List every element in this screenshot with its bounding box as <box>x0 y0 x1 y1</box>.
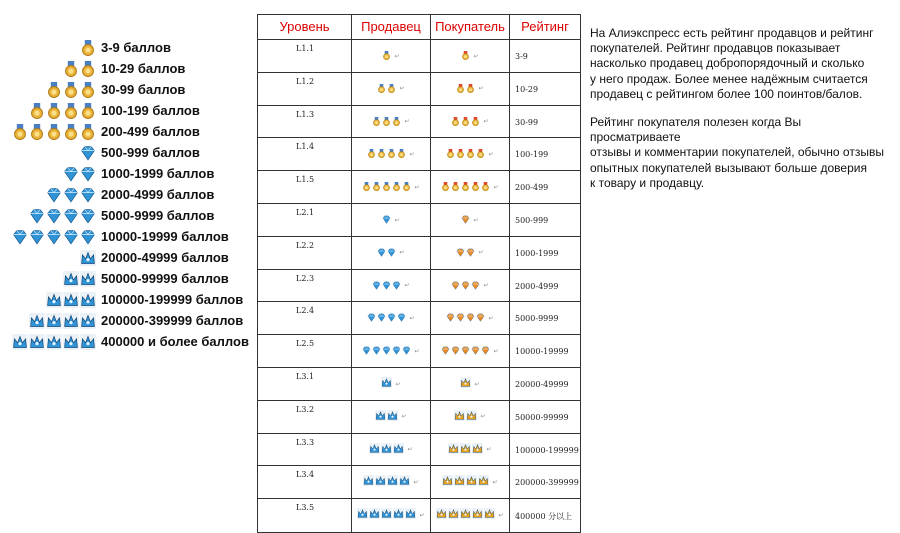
diamond-icon <box>451 342 460 360</box>
seller-icons <box>352 473 430 491</box>
legend-label: 20000-49999 баллов <box>101 250 229 265</box>
legend-row <box>0 164 258 185</box>
table-row-divider <box>258 269 580 270</box>
legend-label: 200000-399999 баллов <box>101 313 244 328</box>
crown-icon <box>63 271 79 292</box>
crown-icon <box>80 250 96 271</box>
crown-icon <box>369 441 380 459</box>
crown-icon <box>12 334 28 355</box>
table-points: 20000-49999 <box>515 380 569 389</box>
seller-icons <box>352 277 430 295</box>
return-mark-icon: ↵ <box>493 348 499 355</box>
medal-icon <box>372 113 381 131</box>
return-mark-icon: ↵ <box>394 217 400 224</box>
legend-label: 10-29 баллов <box>101 61 186 76</box>
table-level: L1.4 <box>296 142 315 152</box>
diamond-icon <box>29 229 45 250</box>
medal-icon <box>382 113 391 131</box>
description-seller: На Алиэкспресс есть рейтинг продавцов и рейтинг покупателей. Рейтинг продавцов показывает насколько продавец добропорядочный и сколько у него продаж. Более менее надёжным считается продавец с рейтингом более 100 поинтов/балов. <box>590 26 874 101</box>
diamond-icon <box>46 229 62 250</box>
table-row-divider <box>258 301 580 302</box>
table-row-divider <box>258 465 580 466</box>
diamond-icon <box>397 309 406 327</box>
return-mark-icon: ↵ <box>407 447 413 454</box>
return-mark-icon: ↵ <box>473 53 479 60</box>
return-mark-icon: ↵ <box>488 151 494 158</box>
medal-icon <box>471 178 480 196</box>
medal-icon <box>80 124 96 145</box>
crown-icon <box>375 408 386 426</box>
return-mark-icon: ↵ <box>483 283 489 290</box>
diamond-icon <box>29 208 45 229</box>
medal-icon <box>362 178 371 196</box>
legend-icons <box>46 292 96 313</box>
legend-icons <box>63 61 96 82</box>
legend-label: 100-199 баллов <box>101 103 200 118</box>
medal-icon <box>387 80 396 98</box>
crown-icon <box>460 375 471 393</box>
crown-icon <box>46 292 62 313</box>
crown-icon <box>63 334 79 355</box>
diamond-icon <box>367 309 376 327</box>
medal-icon <box>441 178 450 196</box>
return-mark-icon: ↵ <box>486 447 492 454</box>
legend-row <box>0 185 258 206</box>
table-row-divider <box>258 334 580 335</box>
seller-icons <box>352 80 430 98</box>
crown-icon <box>454 473 465 491</box>
crown-icon <box>80 334 96 355</box>
crown-icon <box>436 506 447 524</box>
table-points: 200000-399999 <box>515 478 579 488</box>
crown-icon <box>460 506 471 524</box>
crown-icon <box>472 441 483 459</box>
legend-row <box>0 206 258 227</box>
crown-icon <box>448 441 459 459</box>
medal-icon <box>456 145 465 163</box>
legend-icons <box>12 334 96 355</box>
medal-icon <box>397 145 406 163</box>
diamond-icon <box>377 309 386 327</box>
legend-label: 500-999 баллов <box>101 145 200 160</box>
legend-row <box>0 311 258 332</box>
crown-icon <box>80 271 96 292</box>
table-row-divider <box>258 498 580 499</box>
crown-icon <box>393 441 404 459</box>
return-mark-icon: ↵ <box>409 315 415 322</box>
buyer-icons <box>431 277 509 295</box>
legend-row <box>0 269 258 290</box>
medal-icon <box>80 61 96 82</box>
table-level: L2.2 <box>296 240 315 250</box>
legend-row <box>0 143 258 164</box>
medal-icon <box>461 47 470 65</box>
table-points: 10-29 <box>515 84 539 94</box>
diamond-icon <box>46 187 62 208</box>
table-level: L2.3 <box>296 273 315 283</box>
table-row-divider <box>258 39 580 40</box>
legend-icons <box>63 271 96 292</box>
table-points: 200-499 <box>515 183 549 193</box>
table-points: 100-199 <box>515 150 549 160</box>
diamond-icon <box>466 244 475 262</box>
crown-icon <box>80 292 96 313</box>
buyer-icons <box>431 342 509 360</box>
medal-icon <box>372 178 381 196</box>
return-mark-icon: ↵ <box>488 315 494 322</box>
medal-icon <box>29 124 45 145</box>
crown-icon <box>472 506 483 524</box>
header-buyer: Покупатель <box>435 19 505 34</box>
legend-icons <box>12 124 96 145</box>
medal-icon <box>12 124 28 145</box>
buyer-icons <box>431 244 509 262</box>
medal-icon <box>367 145 376 163</box>
table-row-divider <box>258 236 580 237</box>
buyer-icons <box>431 441 509 459</box>
header-rating: Рейтинг <box>521 19 569 34</box>
medal-icon <box>46 82 62 103</box>
buyer-icons <box>431 47 509 65</box>
diamond-icon <box>377 244 386 262</box>
diamond-icon <box>456 244 465 262</box>
seller-icons <box>352 506 430 524</box>
table-level: L3.5 <box>296 503 315 513</box>
medal-icon <box>446 145 455 163</box>
legend-label: 100000-199999 баллов <box>101 292 244 307</box>
medal-icon <box>377 80 386 98</box>
medal-icon <box>387 145 396 163</box>
crown-icon <box>46 313 62 334</box>
table-points: 100000-199999 <box>515 445 579 455</box>
return-mark-icon: ↵ <box>399 250 405 257</box>
crown-icon <box>63 313 79 334</box>
description <box>590 26 895 204</box>
legend-icons <box>29 103 96 124</box>
crown-icon <box>29 313 45 334</box>
diamond-icon <box>362 342 371 360</box>
crown-icon <box>399 473 410 491</box>
return-mark-icon: ↵ <box>480 414 486 421</box>
crown-icon <box>405 506 416 524</box>
legend-icons <box>80 145 96 166</box>
legend-icons <box>29 313 96 334</box>
diamond-icon <box>392 277 401 295</box>
return-mark-icon: ↵ <box>409 151 415 158</box>
diamond-icon <box>80 229 96 250</box>
crown-icon <box>448 506 459 524</box>
legend-icons <box>63 166 96 187</box>
diamond-icon <box>12 229 28 250</box>
crown-icon <box>460 441 471 459</box>
seller-icons <box>352 145 430 163</box>
diamond-icon <box>456 309 465 327</box>
legend-row <box>0 248 258 269</box>
crown-icon <box>375 473 386 491</box>
legend-row <box>0 101 258 122</box>
diamond-icon <box>372 342 381 360</box>
medal-icon <box>63 124 79 145</box>
seller-icons <box>352 408 430 426</box>
buyer-icons <box>431 113 509 131</box>
legend-label: 50000-99999 баллов <box>101 271 229 286</box>
table-points: 3-9 <box>515 52 528 61</box>
table-level: L2.1 <box>296 208 315 217</box>
return-mark-icon: ↵ <box>478 86 484 93</box>
medal-icon <box>382 47 391 65</box>
seller-icons <box>352 375 430 393</box>
buyer-icons <box>431 473 509 491</box>
diamond-icon <box>466 309 475 327</box>
legend-row <box>0 290 258 311</box>
legend-icons <box>46 82 96 103</box>
description-buyer: Рейтинг покупателя полезен когда Вы просматриваете отзывы и комментарии покупателей, обычно отзывы опытных покупателей вызывают больше доверия к товару и продавцу. <box>590 115 884 190</box>
legend-label: 200-499 баллов <box>101 124 200 139</box>
diamond-icon <box>481 342 490 360</box>
table-points: 500-999 <box>515 216 549 225</box>
return-mark-icon: ↵ <box>498 512 504 519</box>
crown-icon <box>466 408 477 426</box>
diamond-icon <box>382 342 391 360</box>
medal-icon <box>476 145 485 163</box>
table-row-divider <box>258 433 580 434</box>
diamond-icon <box>461 277 470 295</box>
table-row-divider <box>258 400 580 401</box>
diamond-icon <box>476 309 485 327</box>
legend-row <box>0 80 258 101</box>
medal-icon <box>63 82 79 103</box>
seller-icons <box>352 211 430 229</box>
diamond-icon <box>461 342 470 360</box>
medal-icon <box>63 103 79 124</box>
diamond-icon <box>451 277 460 295</box>
return-mark-icon: ↵ <box>414 348 420 355</box>
crown-icon <box>466 473 477 491</box>
diamond-icon <box>63 166 79 187</box>
diamond-icon <box>471 277 480 295</box>
diamond-icon <box>63 187 79 208</box>
crown-icon <box>387 408 398 426</box>
seller-icons <box>352 47 430 65</box>
medal-icon <box>63 61 79 82</box>
buyer-icons <box>431 375 509 393</box>
return-mark-icon: ↵ <box>404 119 410 126</box>
table-level: L1.5 <box>296 175 315 185</box>
table-level: L2.4 <box>296 306 315 316</box>
table-level: L1.2 <box>296 76 315 86</box>
table-points: 1000-1999 <box>515 248 559 258</box>
legend-row <box>0 332 258 353</box>
buyer-icons <box>431 211 509 229</box>
return-mark-icon: ↵ <box>493 184 499 191</box>
seller-icons <box>352 441 430 459</box>
seller-icons <box>352 113 430 131</box>
rating-table <box>257 14 581 533</box>
medal-icon <box>481 178 490 196</box>
legend-row <box>0 38 258 59</box>
table-points: 50000-99999 <box>515 412 569 422</box>
legend-row <box>0 227 258 248</box>
crown-icon <box>454 408 465 426</box>
crown-icon <box>381 441 392 459</box>
diamond-icon <box>387 244 396 262</box>
table-level: L3.2 <box>296 404 315 414</box>
buyer-icons <box>431 506 509 524</box>
diamond-icon <box>387 309 396 327</box>
legend-label: 30-99 баллов <box>101 82 186 97</box>
return-mark-icon: ↵ <box>478 250 484 257</box>
crown-icon <box>442 473 453 491</box>
return-mark-icon: ↵ <box>401 414 407 421</box>
table-level: L1.1 <box>296 44 315 53</box>
diamond-icon <box>63 208 79 229</box>
table-level: L3.1 <box>296 372 315 381</box>
legend-label: 5000-9999 баллов <box>101 208 215 223</box>
return-mark-icon: ↵ <box>413 479 419 486</box>
table-row-divider <box>258 137 580 138</box>
table-row-divider <box>258 105 580 106</box>
legend-label: 400000 и более баллов <box>101 334 249 349</box>
table-level: L3.3 <box>296 437 315 447</box>
medal-icon <box>382 178 391 196</box>
diamond-icon <box>441 342 450 360</box>
medal-icon <box>456 80 465 98</box>
rating-legend <box>0 38 258 353</box>
crown-icon <box>363 473 374 491</box>
table-points: 30-99 <box>515 117 539 127</box>
legend-icons <box>80 40 96 61</box>
return-mark-icon: ↵ <box>394 53 400 60</box>
seller-icons <box>352 309 430 327</box>
diamond-icon <box>446 309 455 327</box>
table-points: 2000-4999 <box>515 281 559 291</box>
diamond-icon <box>402 342 411 360</box>
diamond-icon <box>461 211 470 229</box>
diamond-icon <box>382 211 391 229</box>
return-mark-icon: ↵ <box>473 217 479 224</box>
return-mark-icon: ↵ <box>492 479 498 486</box>
crown-icon <box>46 334 62 355</box>
diamond-icon <box>80 187 96 208</box>
medal-icon <box>80 103 96 124</box>
medal-icon <box>46 103 62 124</box>
crown-icon <box>63 292 79 313</box>
table-row-divider <box>258 367 580 368</box>
medal-icon <box>466 145 475 163</box>
medal-icon <box>46 124 62 145</box>
crown-icon <box>369 506 380 524</box>
table-level: L2.5 <box>296 339 315 349</box>
table-points: 10000-19999 <box>515 347 569 357</box>
medal-icon <box>80 82 96 103</box>
buyer-icons <box>431 408 509 426</box>
legend-label: 2000-4999 баллов <box>101 187 215 202</box>
table-points: 5000-9999 <box>515 314 559 324</box>
legend-label: 10000-19999 баллов <box>101 229 229 244</box>
medal-icon <box>377 145 386 163</box>
medal-icon <box>402 178 411 196</box>
legend-icons <box>12 229 96 250</box>
legend-icons <box>46 187 96 208</box>
return-mark-icon: ↵ <box>414 184 420 191</box>
medal-icon <box>451 113 460 131</box>
header-level: Уровень <box>279 19 330 34</box>
medal-icon <box>451 178 460 196</box>
return-mark-icon: ↵ <box>395 381 401 388</box>
legend-icons <box>29 208 96 229</box>
medal-icon <box>392 113 401 131</box>
crown-icon <box>387 473 398 491</box>
table-level: L1.3 <box>296 109 315 119</box>
medal-icon <box>80 40 96 61</box>
diamond-icon <box>46 208 62 229</box>
medal-icon <box>392 178 401 196</box>
table-level: L3.4 <box>296 470 315 480</box>
medal-icon <box>466 80 475 98</box>
medal-icon <box>29 103 45 124</box>
return-mark-icon: ↵ <box>474 381 480 388</box>
buyer-icons <box>431 80 509 98</box>
legend-label: 1000-1999 баллов <box>101 166 215 181</box>
legend-row <box>0 59 258 80</box>
header-seller: Продавец <box>361 19 421 34</box>
table-points: 400000 分以上 <box>515 512 573 522</box>
medal-icon <box>471 113 480 131</box>
table-row-divider <box>258 72 580 73</box>
table-column-divider <box>509 15 510 532</box>
diamond-icon <box>471 342 480 360</box>
buyer-icons <box>431 309 509 327</box>
return-mark-icon: ↵ <box>404 283 410 290</box>
seller-icons <box>352 178 430 196</box>
table-row-divider <box>258 170 580 171</box>
legend-row <box>0 122 258 143</box>
diamond-icon <box>80 166 96 187</box>
crown-icon <box>381 506 392 524</box>
diamond-icon <box>80 145 96 166</box>
crown-icon <box>484 506 495 524</box>
crown-icon <box>478 473 489 491</box>
medal-icon <box>461 178 470 196</box>
crown-icon <box>80 313 96 334</box>
crown-icon <box>29 334 45 355</box>
crown-icon <box>357 506 368 524</box>
seller-icons <box>352 244 430 262</box>
legend-icons <box>80 250 96 271</box>
diamond-icon <box>372 277 381 295</box>
buyer-icons <box>431 178 509 196</box>
buyer-icons <box>431 145 509 163</box>
return-mark-icon: ↵ <box>399 86 405 93</box>
return-mark-icon: ↵ <box>483 119 489 126</box>
crown-icon <box>381 375 392 393</box>
diamond-icon <box>63 229 79 250</box>
legend-label: 3-9 баллов <box>101 40 171 55</box>
diamond-icon <box>392 342 401 360</box>
diamond-icon <box>382 277 391 295</box>
return-mark-icon: ↵ <box>419 512 425 519</box>
crown-icon <box>393 506 404 524</box>
diamond-icon <box>80 208 96 229</box>
seller-icons <box>352 342 430 360</box>
medal-icon <box>461 113 470 131</box>
table-row-divider <box>258 203 580 204</box>
